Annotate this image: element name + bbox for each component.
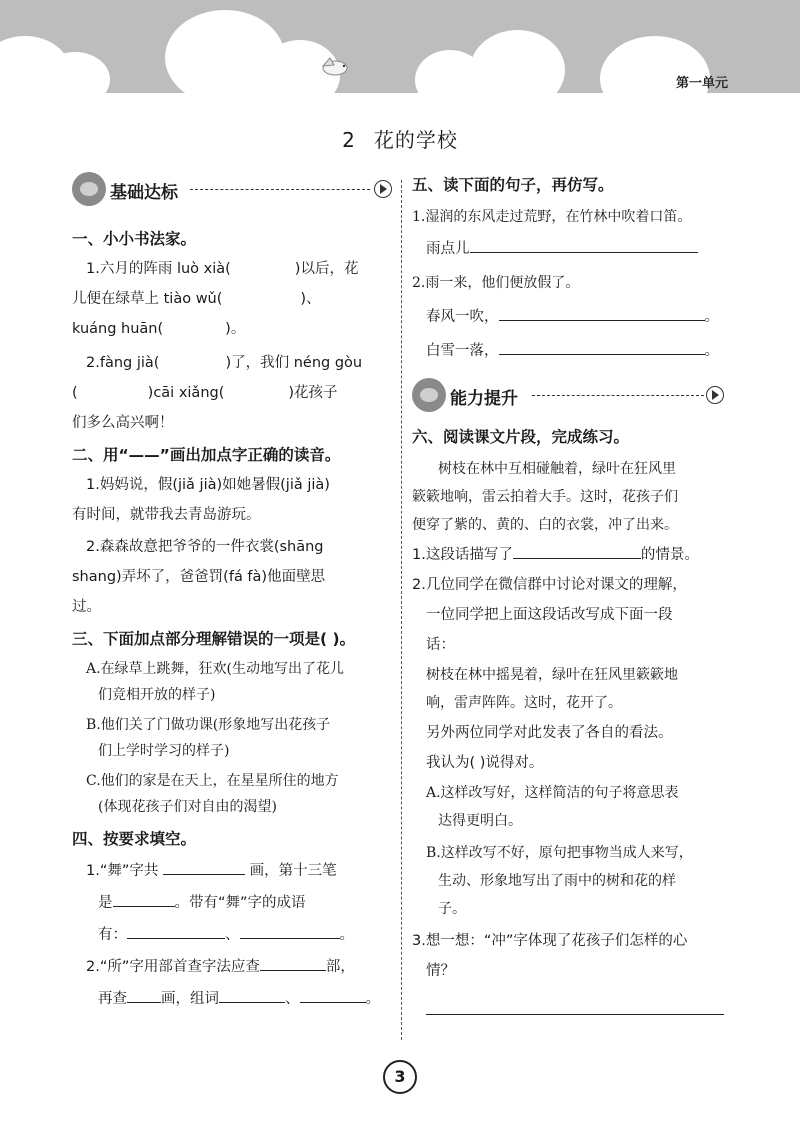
text: )。	[225, 321, 246, 337]
question-heading: 五、读下面的句子，再仿写。	[412, 176, 614, 194]
answer-blank[interactable]	[240, 924, 340, 939]
question-line	[72, 382, 394, 404]
answer-blank[interactable]	[499, 340, 705, 355]
question-line	[72, 956, 394, 978]
section-basic-header	[72, 170, 394, 210]
text: 的情景。	[640, 547, 699, 563]
question-line	[412, 238, 730, 260]
question-line: shang)弄坏了，爸爸罚(fá fà)他面壁思	[72, 569, 326, 585]
lesson-number: 2	[342, 128, 356, 152]
text: 是	[98, 895, 113, 911]
option-b-cont: 子。	[438, 901, 466, 917]
text: )以后，花	[294, 261, 359, 277]
question-line: 2.几位同学在微信群中讨论对课文的理解，	[412, 577, 687, 593]
option-a: A.在绿草上跳舞，狂欢(生动地写出了花儿	[86, 661, 345, 677]
question-3	[72, 628, 394, 818]
text: 儿便在绿草上 tiào wǔ(	[72, 291, 223, 307]
header-banner	[0, 0, 800, 93]
text: )、	[300, 291, 321, 307]
rewrite-line: 树枝在林中摇晃着，绿叶在狂风里簌簌地	[426, 667, 678, 683]
text: 白雪一落，	[426, 343, 499, 359]
question-line: 另外两位同学对此发表了各自的看法。	[426, 725, 673, 741]
answer-blank[interactable]	[219, 988, 285, 1003]
text: 2.fàng jià(	[86, 355, 160, 371]
answer-line[interactable]	[426, 1014, 724, 1015]
answer-blank[interactable]	[113, 892, 175, 907]
text: 。	[704, 343, 719, 359]
page-title	[0, 124, 800, 153]
right-column	[412, 170, 730, 1015]
bird-icon	[318, 56, 352, 76]
text: 。	[704, 309, 719, 325]
column-divider	[401, 180, 402, 1040]
cloud-decoration	[470, 30, 565, 93]
passage-line: 簌簌地响，雷云拍着大手。这时，花孩子们	[412, 489, 678, 505]
option-c: C.他们的家是在天上，在星星所住的地方	[86, 773, 339, 789]
text: )花孩子	[288, 385, 338, 401]
option-b: B.他们关了门做功课(形象地写出花孩子	[86, 717, 331, 733]
text: 雨点儿	[426, 241, 470, 257]
text: 部，	[325, 959, 355, 975]
question-line	[72, 892, 394, 914]
question-line: 有时间，就带我去青岛游玩。	[72, 507, 261, 523]
question-heading: 四、按要求填空。	[72, 830, 197, 848]
question-4	[72, 828, 394, 1010]
question-line	[72, 352, 394, 374]
section-basic-label: 基础达标	[110, 183, 178, 203]
section-ability-label: 能力提升	[450, 389, 518, 409]
passage-line: 便穿了紫的、黄的、白的衣裳，冲了出来。	[412, 517, 678, 533]
question-2	[72, 444, 394, 618]
section-ability-header	[412, 376, 730, 416]
answer-blank[interactable]	[513, 544, 641, 559]
question-heading: 二、用“——”画出加点字正确的读音。	[72, 446, 341, 464]
answer-blank[interactable]	[300, 988, 366, 1003]
question-heading: 三、下面加点部分理解错误的一项是( )。	[72, 630, 356, 648]
text: )了，我们 néng gòu	[225, 355, 363, 371]
option-a: A.这样改写好，这样简洁的句子将意思表	[426, 785, 679, 801]
text: 再查	[98, 991, 127, 1007]
question-line: 2.雨一来，他们便放假了。	[412, 275, 580, 291]
question-line	[412, 340, 730, 362]
mascot-icon	[72, 172, 106, 206]
text: 春风一吹，	[426, 309, 499, 325]
question-line: 1.妈妈说，假(jiǎ jià)如她暑假(jiǎ jià)	[86, 477, 330, 493]
unit-label: 第一单元	[675, 76, 728, 91]
question-line: 过。	[72, 599, 101, 615]
answer-blank[interactable]	[127, 988, 161, 1003]
text: 、	[285, 991, 300, 1007]
question-line	[72, 860, 394, 882]
question-line	[72, 288, 394, 310]
text: 。	[339, 927, 354, 943]
question-line: 情？	[426, 963, 455, 979]
lesson-title: 花的学校	[373, 128, 458, 152]
dashed-rule	[532, 395, 704, 396]
question-line	[72, 924, 394, 946]
option-b-cont: 生动、形象地写出了雨中的树和花的样	[438, 873, 676, 889]
text: kuáng huān(	[72, 321, 164, 337]
mascot-icon	[412, 378, 446, 412]
answer-blank[interactable]	[470, 238, 698, 253]
page-number: 3	[383, 1060, 417, 1094]
option-b-cont: 们上学时学习的样子)	[98, 743, 230, 759]
text: 。	[365, 991, 380, 1007]
option-b: B.这样改写不好，原句把事物当成人来写，	[426, 845, 693, 861]
text: 、	[225, 927, 240, 943]
text: 1.“舞”字共	[86, 863, 159, 879]
question-6	[412, 426, 730, 1015]
answer-blank[interactable]	[260, 956, 326, 971]
question-line: 2.森森故意把爷爷的一件衣裳(shāng	[86, 539, 324, 555]
text: 1.这段话描写了	[412, 547, 513, 563]
question-heading: 一、小小书法家。	[72, 230, 197, 248]
text: )cāi xiǎng(	[147, 385, 225, 401]
answer-blank[interactable]	[499, 306, 705, 321]
question-1	[72, 228, 394, 434]
text: 。带有“舞”字的成语	[174, 895, 306, 911]
question-heading: 六、阅读课文片段，完成练习。	[412, 428, 630, 446]
text: 1.六月的阵雨 luò xià(	[86, 261, 231, 277]
question-line	[72, 318, 394, 340]
question-line: 话：	[426, 637, 455, 653]
answer-blank[interactable]	[163, 860, 245, 875]
text: 画，组词	[161, 991, 219, 1007]
rewrite-line: 响，雷声阵阵。这时，花开了。	[426, 695, 622, 711]
dashed-rule	[190, 189, 370, 190]
text: (	[72, 385, 78, 401]
question-line: 我认为( )说得对。	[426, 755, 544, 771]
question-line	[412, 306, 730, 328]
play-circle-icon	[374, 180, 392, 198]
passage-line: 树枝在林中互相碰触着，绿叶在狂风里	[438, 461, 676, 477]
option-c-cont: (体现花孩子们对自由的渴望)	[98, 799, 277, 815]
question-line	[72, 258, 394, 280]
cloud-decoration	[40, 52, 110, 93]
question-5	[412, 174, 730, 362]
option-a-cont: 们竞相开放的样子)	[98, 687, 216, 703]
play-circle-icon	[706, 386, 724, 404]
text: 有：	[98, 927, 127, 943]
question-line: 1.湿润的东风走过荒野，在竹林中吹着口笛。	[412, 209, 692, 225]
text: 2.“所”字用部首查字法应查	[86, 959, 260, 975]
question-line: 们多么高兴啊！	[72, 415, 174, 431]
text: 画，第十三笔	[249, 863, 337, 879]
question-line	[412, 544, 730, 566]
question-line: 一位同学把上面这段话改写成下面一段	[426, 607, 673, 623]
option-a-cont: 达得更明白。	[438, 813, 522, 829]
question-line: 3.想一想：“冲”字体现了花孩子们怎样的心	[412, 933, 688, 949]
answer-blank[interactable]	[127, 924, 225, 939]
question-line	[72, 988, 394, 1010]
left-column	[72, 170, 394, 1010]
